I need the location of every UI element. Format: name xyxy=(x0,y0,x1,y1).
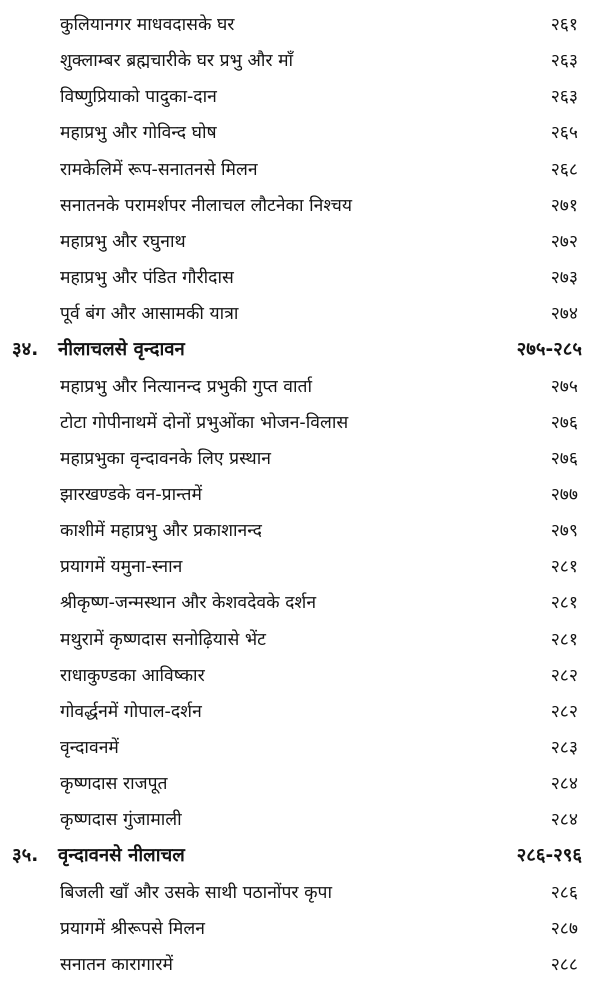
entry-page-number: २७३ xyxy=(550,268,578,289)
entry-page-number: २८१ xyxy=(550,629,578,650)
toc-entry-row xyxy=(0,405,600,441)
toc-entry-row xyxy=(0,549,600,585)
toc-entry-row xyxy=(0,802,600,838)
toc-entry-row xyxy=(0,477,600,513)
entry-page-number: २७६ xyxy=(550,448,578,469)
entry-title: सनातनके परामर्शपर नीलाचल लौटनेका निश्चय xyxy=(60,195,353,216)
entry-title: महाप्रभु और रघुनाथ xyxy=(60,231,186,252)
entry-title: गोवर्द्धनमें गोपाल-दर्शन xyxy=(60,701,202,722)
section-heading-row xyxy=(0,332,600,368)
entry-title: महाप्रभुका वृन्दावनके लिए प्रस्थान xyxy=(60,448,271,469)
entry-title: झारखण्डके वन-प्रान्तमें xyxy=(60,484,202,505)
entry-page-number: २८४ xyxy=(550,810,578,831)
section-title: वृन्दावनसे नीलाचल xyxy=(58,845,185,867)
entry-page-number: २८८ xyxy=(550,954,578,975)
entry-page-number: २६१ xyxy=(550,15,578,35)
entry-title: कृष्णदास राजपूत xyxy=(60,774,168,795)
toc-entry-row xyxy=(0,911,600,947)
toc-entry-row xyxy=(0,7,600,43)
toc-entry-row xyxy=(0,369,600,405)
entry-title: श्रीकृष्ण-जन्मस्थान और केशवदेवके दर्शन xyxy=(60,593,317,614)
entry-title: शुक्लाम्बर ब्रह्मचारीके घर प्रभु और माँ xyxy=(60,51,294,72)
entry-page-number: २८१ xyxy=(550,593,578,614)
entry-page-number: २८४ xyxy=(550,774,578,795)
entry-title: विष्णुप्रियाको पादुका-दान xyxy=(60,87,217,108)
entry-title: रामकेलिमें रूप-सनातनसे मिलन xyxy=(60,159,258,180)
entry-title: काशीमें महाप्रभु और प्रकाशानन्द xyxy=(60,521,262,542)
section-heading-row xyxy=(0,838,600,874)
toc-entry-row xyxy=(0,152,600,188)
toc-entry-row xyxy=(0,585,600,621)
entry-page-number: २७२ xyxy=(550,231,578,252)
entry-title: कृष्णदास गुंजामाली xyxy=(60,810,182,831)
toc-entry-row xyxy=(0,79,600,115)
toc-entry-row xyxy=(0,296,600,332)
toc-entry-row xyxy=(0,188,600,224)
toc-entry-row xyxy=(0,694,600,730)
toc-entry-row xyxy=(0,260,600,296)
section-title: नीलाचलसे वृन्दावन xyxy=(58,339,185,361)
toc-entry-row xyxy=(0,658,600,694)
entry-title: महाप्रभु और गोविन्द घोष xyxy=(60,123,217,144)
entry-title: वृन्दावनमें xyxy=(60,738,119,758)
section-number: ३४. xyxy=(12,339,39,361)
toc-entry-row xyxy=(0,875,600,911)
toc-entry-row xyxy=(0,730,600,766)
toc-entry-row xyxy=(0,766,600,802)
entry-title: सनातन कारागारमें xyxy=(60,954,173,975)
entry-page-number: २८२ xyxy=(550,665,578,686)
toc-entry-row xyxy=(0,513,600,549)
entry-page-number: २७७ xyxy=(550,484,578,505)
toc-entry-row xyxy=(0,622,600,658)
section-number: ३५. xyxy=(12,845,39,867)
entry-page-number: २८१ xyxy=(550,557,578,578)
entry-title: महाप्रभु और नित्यानन्द प्रभुकी गुप्त वार्ता xyxy=(60,376,313,397)
entry-page-number: २७१ xyxy=(550,195,578,216)
entry-page-number: २८६ xyxy=(550,882,578,903)
entry-page-number: २८२ xyxy=(550,701,578,722)
entry-title: महाप्रभु और पंडित गौरीदास xyxy=(60,268,234,289)
entry-title: मथुरामें कृष्णदास सनोढ़ियासे भेंट xyxy=(60,629,266,650)
entry-page-number: २७४ xyxy=(550,304,578,325)
entry-title: पूर्व बंग और आसामकी यात्रा xyxy=(60,304,239,325)
entry-title: कुलियानगर माधवदासके घर xyxy=(60,15,235,35)
entry-page-number: २६३ xyxy=(550,87,578,108)
toc-entry-row xyxy=(0,224,600,260)
toc-entry-row xyxy=(0,947,600,983)
entry-title: बिजली खाँ और उसके साथी पठानोंपर कृपा xyxy=(60,882,333,903)
entry-page-number: २८७ xyxy=(550,918,578,939)
entry-page-number: २६५ xyxy=(550,123,578,144)
toc-entry-row xyxy=(0,115,600,151)
entry-page-number: २६३ xyxy=(550,51,578,72)
section-page-range: २७५-२८५ xyxy=(516,339,582,361)
entry-title: टोटा गोपीनाथमें दोनों प्रभुओंका भोजन-विलास xyxy=(60,412,349,433)
entry-title: प्रयागमें श्रीरूपसे मिलन xyxy=(60,918,205,939)
entry-page-number: २६८ xyxy=(550,159,578,180)
entry-page-number: २७५ xyxy=(550,376,578,397)
entry-page-number: २८३ xyxy=(550,738,578,758)
section-page-range: २८६-२९६ xyxy=(516,845,582,867)
entry-title: राधाकुण्डका आविष्कार xyxy=(60,665,205,686)
entry-page-number: २७६ xyxy=(550,412,578,433)
toc-entry-row xyxy=(0,43,600,79)
entry-title: प्रयागमें यमुना-स्नान xyxy=(60,557,183,578)
entry-page-number: २७९ xyxy=(550,521,578,542)
toc-entry-row xyxy=(0,441,600,477)
